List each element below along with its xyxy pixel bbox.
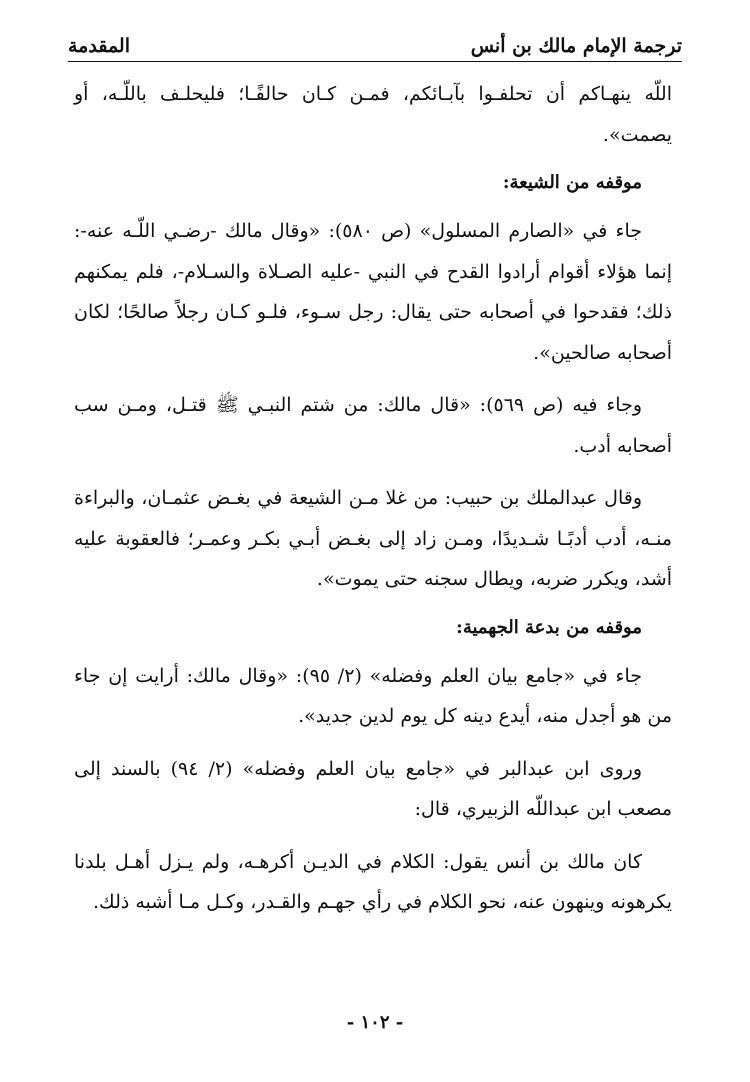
paragraph-shia-2: وجاء فيه (ص ٥٦٩): «قال مالك: من شتم النبـي ﷺ قتـل، ومـن سب أصحابه أدب. bbox=[74, 394, 672, 457]
paragraph-intro: اللّه ينهـاكم أن تحلفـوا بآبـائكم، فمـن كـان حالفًـا؛ فليحلـف باللّـه، أو يصمت». bbox=[74, 83, 672, 146]
heading-shia: موقفه من الشيعة: bbox=[502, 172, 642, 193]
paragraph-shia-1: جاء في «الصارم المسلول» (ص ٥٨٠): «وقال مالك -رضـي اللّـه عنه-: إنما هؤلاء أقوام أرادوا القدح في النبي -عليه الصـلاة والسـلام-، فلم يمكنهم ذلك؛ فقدحوا في أصحابه حتى يقال: رجل سـوء، فلـو كـان رجلاً صالحًا؛ لكان أصحابه صالحين». bbox=[74, 220, 672, 364]
paragraph-jahmiyya-1: جاء في «جامع بيان العلم وفضله» (٢/ ٩٥): «وقال مالك: أرايت إن جاء من هو أجدل منه، أيدع دينه كل يوم لدين جديد». bbox=[74, 664, 672, 727]
paragraph-shia-3: وقال عبدالملك بن حبيب: من غلا مـن الشيعة في بغـض عثمـان، والبراءة منـه، أدب أدبًـا شـديدًا، ومـن زاد إلى بغـض أبـي بكـر وعمـر؛ فالعقوبة عليه أشد، ويكرر ضربه، ويطال سجنه حتى يموت». bbox=[74, 487, 672, 590]
page-body bbox=[74, 74, 672, 935]
paragraph-jahmiyya-2: وروى ابن عبدالبر في «جامع بيان العلم وفضله» (٢/ ٩٤) بالسند إلى مصعب ابن عبداللّه الزبيري، قال: bbox=[74, 757, 672, 820]
running-header bbox=[68, 26, 682, 62]
header-book-title: ترجمة الإمام مالك بن أنس bbox=[470, 35, 682, 57]
header-section-title: المقدمة bbox=[68, 35, 131, 57]
page-number: - ١٠٢ - bbox=[346, 1012, 404, 1033]
paragraph-jahmiyya-3: كان مالك بن أنس يقول: الكلام في الديـن أكرهـه، ولم يـزل أهـل بلدنا يكرهونه وينهون عنه، نحو الكلام في رأي جهـم والقـدر، وكـل مـا أشبه ذلك. bbox=[74, 850, 672, 913]
heading-jahmiyya: موقفه من بدعة الجهمية: bbox=[456, 616, 642, 638]
